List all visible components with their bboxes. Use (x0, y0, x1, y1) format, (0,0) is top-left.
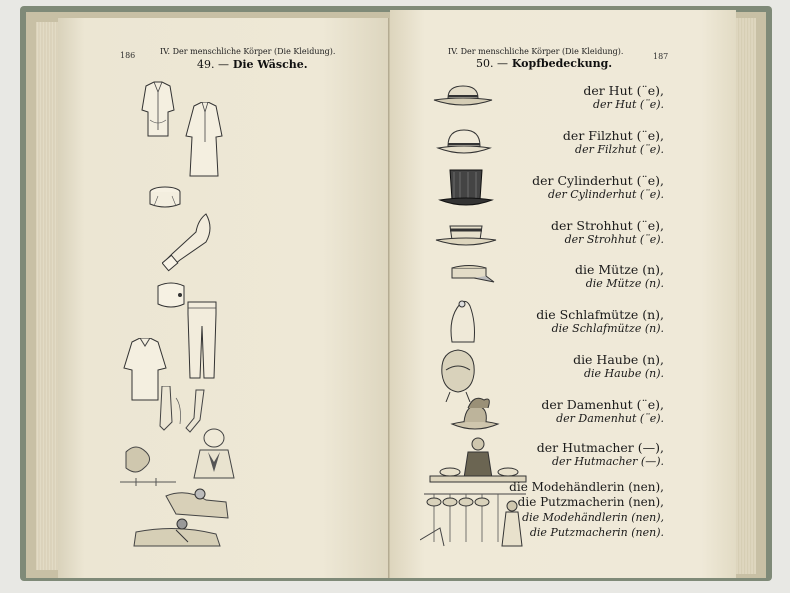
entry-fraktur: der Damenhut (¨e). (556, 412, 664, 425)
cuff-illustration (154, 280, 188, 310)
top-hat-illustration (438, 166, 494, 208)
left-section-name: Die Wäsche. (232, 58, 308, 71)
entry-damenhut (494, 397, 664, 426)
entry-latin: der Filzhut (¨e), (562, 128, 664, 143)
laundry-scene-illustration (116, 442, 236, 562)
shirt-illustration (138, 80, 178, 140)
entry-fraktur: die Modehändlerin (nen), (522, 511, 664, 524)
right-running-head: IV. Der menschliche Körper (Die Kleidung). (448, 47, 624, 56)
left-page (58, 18, 389, 578)
entry-latin: der Strohhut (¨e), (551, 218, 664, 233)
felt-hat-illustration (436, 126, 492, 158)
nightshirt-illustration (184, 102, 224, 178)
entry-latin: die Putzmacherin (nen), (517, 495, 664, 509)
entry-fraktur: der Strohhut (¨e). (564, 233, 664, 246)
entry-fraktur: der Hutmacher (—). (552, 455, 664, 468)
entry-latin: der Cylinderhut (¨e), (532, 173, 664, 188)
entry-latin: der Hut (¨e), (583, 83, 664, 98)
entry-fraktur: der Hut (¨e). (593, 98, 664, 111)
left-running-head: IV. Der menschliche Körper (Die Kleidung). (160, 47, 336, 56)
hat-illustration (432, 82, 494, 112)
entry-fraktur: der Filzhut (¨e). (575, 143, 664, 156)
entry-fraktur: die Putzmacherin (nen). (529, 526, 664, 539)
cap-illustration (448, 264, 496, 286)
entry-latin: die Haube (n), (573, 352, 664, 367)
drawers-illustration (186, 300, 218, 380)
entry-latin: der Damenhut (¨e), (541, 397, 664, 412)
entry-filzhut (494, 128, 664, 157)
nightcap-illustration (446, 298, 478, 344)
right-section-name: Kopfbedeckung. (511, 57, 613, 70)
entry-fraktur: die Schlafmütze (n). (551, 322, 664, 335)
right-page-edges (734, 18, 756, 574)
entry-modehaendlerin (494, 480, 664, 540)
entry-fraktur: die Mütze (n). (585, 277, 664, 290)
right-page-number: 187 (653, 52, 669, 61)
entry-latin: die Modehändlerin (nen), (509, 480, 664, 494)
entry-latin: die Mütze (n), (575, 262, 664, 277)
left-section-number: 49. — (197, 58, 229, 71)
sleeve-illustration (162, 212, 214, 272)
entry-strohhut (494, 218, 664, 247)
right-section-number: 50. — (476, 57, 508, 70)
entry-cylinderhut (494, 173, 664, 202)
entry-muetze (494, 262, 664, 291)
entry-latin: die Schlafmütze (n), (536, 307, 664, 322)
right-page (390, 10, 736, 578)
left-page-number: 186 (120, 51, 136, 60)
entry-hut (494, 83, 664, 112)
entry-schlafmuetze (494, 307, 664, 336)
entry-fraktur: der Cylinderhut (¨e). (547, 188, 664, 201)
right-section-title (476, 57, 612, 70)
entry-haube (494, 352, 664, 381)
entry-fraktur: die Haube (n). (583, 367, 664, 380)
left-page-edges (36, 22, 60, 570)
collar-illustration (148, 184, 182, 212)
left-section-title (197, 58, 308, 71)
entry-hutmacher (494, 440, 664, 469)
entry-latin: der Hutmacher (—), (536, 440, 664, 455)
straw-hat-illustration (434, 220, 498, 250)
